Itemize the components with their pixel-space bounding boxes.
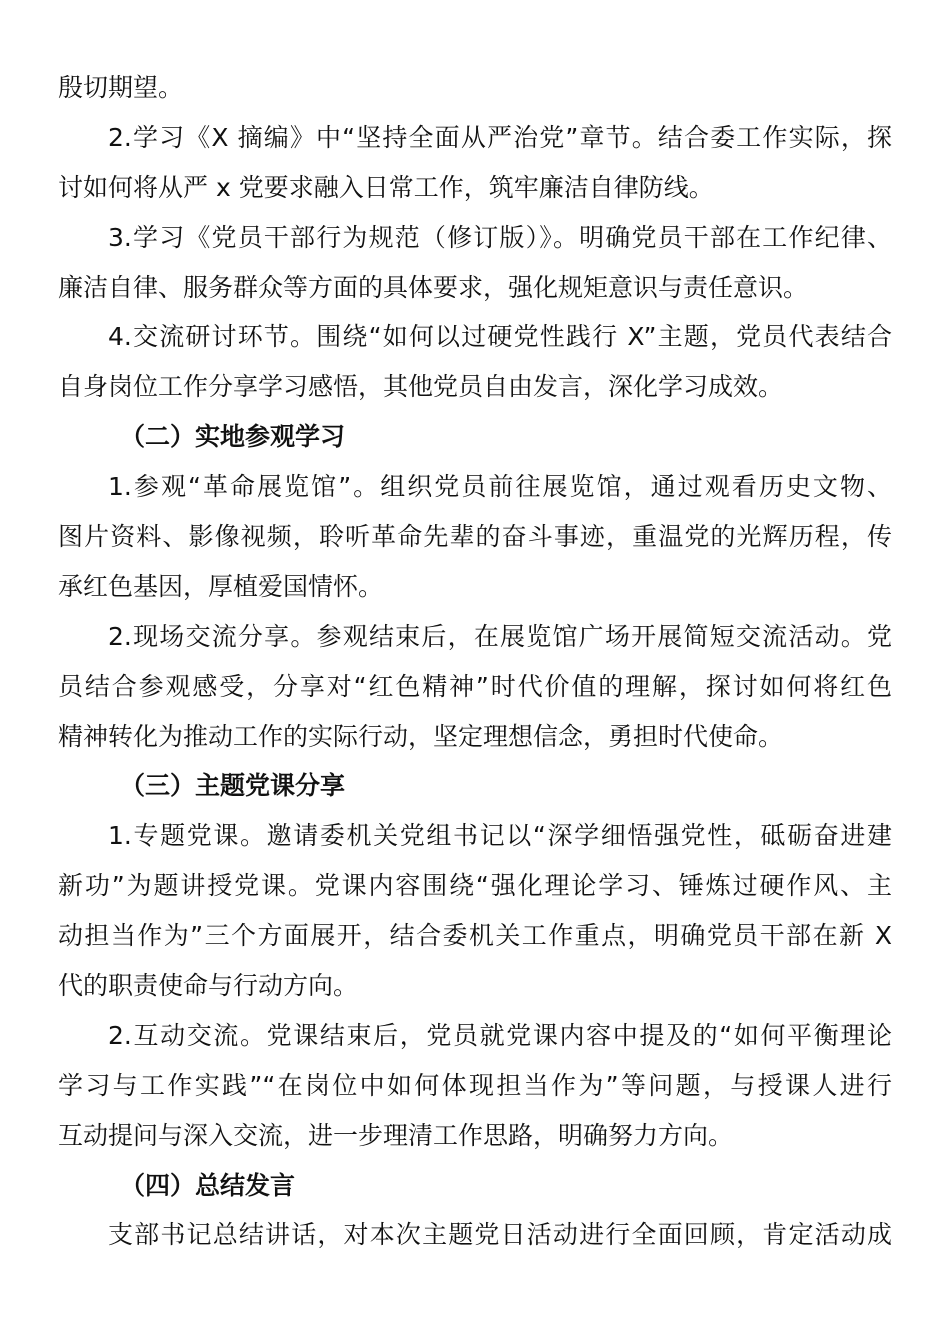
paragraph-line: 动担当作为”三个方面展开，结合委机关工作重点，明确党员干部在新 X (58, 921, 892, 951)
paragraph-line: 2.学习《X 摘编》中“坚持全面从严治党”章节。结合委工作实际，探 (108, 122, 892, 152)
paragraph-line: 支部书记总结讲话，对本次主题党日活动进行全面回顾，肯定活动成 (108, 1220, 892, 1250)
paragraph-line: 员结合参观感受，分享对“红色精神”时代价值的理解，探讨如何将红色 (58, 671, 892, 701)
section-heading: （二）实地参观学习 (120, 422, 346, 452)
paragraph-line: 1.专题党课。邀请委机关党组书记以“深学细悟强党性，砥砺奋进建 (108, 821, 892, 851)
paragraph-line: 代的职责使命与行动方向。 (58, 971, 359, 1001)
paragraph-line: 廉洁自律、服务群众等方面的具体要求，强化规矩意识与责任意识。 (58, 272, 809, 302)
paragraph-line: 自身岗位工作分享学习感悟，其他党员自由发言，深化学习成效。 (58, 372, 784, 402)
paragraph-line: 互动提问与深入交流，进一步理清工作思路，明确努力方向。 (58, 1120, 734, 1150)
paragraph-line: 学习与工作实践”“在岗位中如何体现担当作为”等问题，与授课人进行 (58, 1070, 892, 1100)
paragraph-line: 2.现场交流分享。参观结束后，在展览馆广场开展简短交流活动。党 (108, 621, 892, 651)
paragraph-line: 新功”为题讲授党课。党课内容围绕“强化理论学习、锤炼过硬作风、主 (58, 871, 892, 901)
paragraph-line: 讨如何将从严 x 党要求融入日常工作，筑牢廉洁自律防线。 (58, 172, 714, 202)
paragraph-line: 承红色基因，厚植爱国情怀。 (58, 571, 384, 601)
paragraph-line: 4.交流研讨环节。围绕“如何以过硬党性践行 X”主题，党员代表结合 (108, 322, 892, 352)
paragraph-line: 图片资料、影像视频，聆听革命先辈的奋斗事迹，重温党的光辉历程，传 (58, 522, 892, 552)
paragraph-line: 精神转化为推动工作的实际行动，坚定理想信念，勇担时代使命。 (58, 721, 784, 751)
section-heading: （四）总结发言 (120, 1170, 296, 1200)
paragraph-line: 殷切期望。 (58, 73, 184, 102)
section-heading: （三）主题党课分享 (120, 771, 346, 801)
paragraph-line: 1.参观“革命展览馆”。组织党员前往展览馆，通过观看历史文物、 (108, 472, 892, 502)
document-body (58, 63, 892, 1260)
paragraph-line: 2.互动交流。党课结束后，党员就党课内容中提及的“如何平衡理论 (108, 1020, 892, 1050)
paragraph-line: 3.学习《党员干部行为规范（修订版）》。明确党员干部在工作纪律、 (108, 222, 892, 252)
